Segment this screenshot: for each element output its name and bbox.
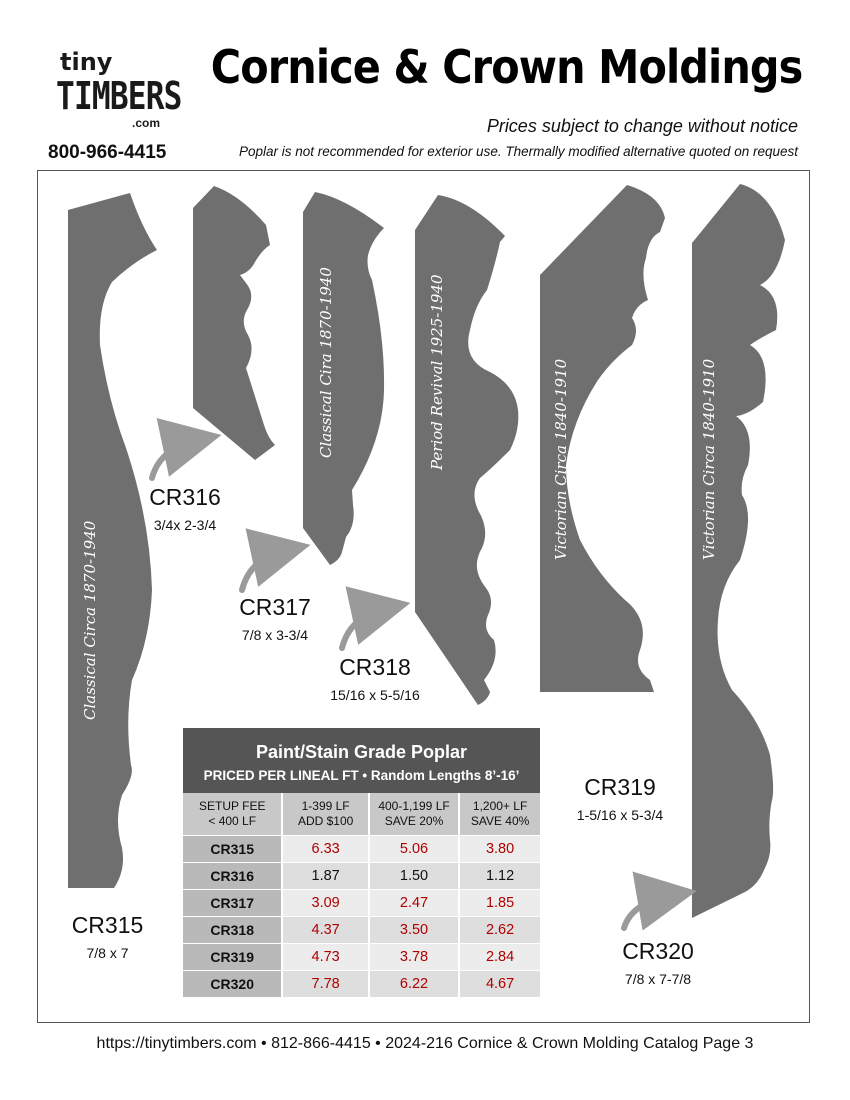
column-header-tier3: 1,200+ LF SAVE 40%: [459, 793, 540, 836]
cr320-dimensions: 7/8 x 7-7/8: [624, 971, 692, 987]
row-code: CR317: [183, 890, 282, 917]
phone-number: 800-966-4415: [48, 142, 167, 163]
page-footer: https://tinytimbers.com • 812-866-4415 • 2024-216 Cornice & Crown Molding Catalog Page 3: [96, 1035, 754, 1052]
cr316-code: CR316: [149, 484, 221, 510]
cr315-style-label: Classical Circa 1870-1940: [81, 520, 99, 720]
price-tier2: 1.50: [369, 863, 459, 890]
price-tier3: 1.85: [459, 890, 540, 917]
price-tier1: 4.37: [282, 917, 368, 944]
cr316-profile: [193, 186, 275, 460]
cr317-profile: [303, 192, 384, 565]
table-row: [183, 917, 540, 944]
table-subtitle: PRICED PER LINEAL FT • Random Lengths 8’-16’: [203, 768, 520, 783]
cr315-label: [60, 912, 155, 961]
price-tier3: 3.80: [459, 836, 540, 863]
cr317-code: CR317: [239, 594, 311, 620]
cr318-arrow-icon: [342, 608, 387, 648]
column-headers: [183, 793, 540, 836]
cr315-code: CR315: [71, 912, 144, 938]
price-tier2: 6.22: [369, 971, 459, 998]
table-row: [183, 863, 540, 890]
table-header: [183, 728, 540, 793]
price-tier1: 4.73: [282, 944, 368, 971]
table-row: [183, 944, 540, 971]
price-tier2: 3.78: [369, 944, 459, 971]
cr317-dimensions: 7/8 x 3-3/4: [241, 627, 309, 643]
row-code: CR318: [183, 917, 282, 944]
cr317-arrow-icon: [242, 550, 287, 590]
price-tier1: 7.78: [282, 971, 368, 998]
column-header-tier2: 400-1,199 LF SAVE 20%: [369, 793, 459, 836]
price-tier3: 2.62: [459, 917, 540, 944]
cr316-arrow-icon: [152, 440, 198, 478]
price-tier3: 4.67: [459, 971, 540, 998]
price-tier3: 1.12: [459, 863, 540, 890]
cr318-label: [315, 654, 435, 703]
cr316-label: [140, 484, 230, 533]
table-row: [183, 971, 540, 998]
price-tier1: 1.87: [282, 863, 368, 890]
column-header-setup: SETUP FEE < 400 LF: [183, 793, 282, 836]
cr319-label: [560, 774, 680, 823]
cr320-label: [608, 938, 708, 987]
column-header-tier1: 1-399 LF ADD $100: [282, 793, 368, 836]
row-code: CR316: [183, 863, 282, 890]
poplar-notice: Poplar is not recommended for exterior use. Thermally modified alternative quoted on request: [238, 144, 798, 159]
cr318-code: CR318: [339, 654, 411, 680]
cr320-arrow-icon: [624, 895, 673, 928]
table-title: Paint/Stain Grade Poplar: [255, 742, 468, 762]
cr318-dimensions: 15/16 x 5-5/16: [330, 687, 420, 703]
page-title: Cornice & Crown Moldings: [210, 40, 802, 94]
cr320-code: CR320: [622, 938, 694, 964]
cr319-dimensions: 1-5/16 x 5-3/4: [576, 807, 664, 823]
cr315-dimensions: 7/8 x 7: [86, 945, 129, 961]
price-tier2: 3.50: [369, 917, 459, 944]
price-table: [183, 728, 540, 997]
logo-timbers-text: TIMBERS: [56, 74, 182, 118]
logo-com-text: .com: [132, 116, 161, 130]
price-tier2: 2.47: [369, 890, 459, 917]
price-tier2: 5.06: [369, 836, 459, 863]
cr317-style-label: Classical Cira 1870-1940: [317, 267, 335, 458]
cr319-code: CR319: [584, 774, 656, 800]
price-tier1: 3.09: [282, 890, 368, 917]
price-tier3: 2.84: [459, 944, 540, 971]
row-code: CR315: [183, 836, 282, 863]
price-notice: Prices subject to change without notice: [486, 116, 798, 136]
cr318-style-label: Period Revival 1925-1940: [428, 274, 446, 470]
row-code: CR319: [183, 944, 282, 971]
row-code: CR320: [183, 971, 282, 998]
cr316-dimensions: 3/4x 2-3/4: [153, 517, 217, 533]
price-tier1: 6.33: [282, 836, 368, 863]
cr320-style-label: Victorian Circa 1840-1910: [700, 358, 718, 560]
logo-tiny-text: tiny: [60, 48, 113, 76]
table-row: [183, 836, 540, 863]
table-row: [183, 890, 540, 917]
cr317-label: [225, 594, 325, 643]
cr319-style-label: Victorian Circa 1840-1910: [552, 358, 570, 560]
